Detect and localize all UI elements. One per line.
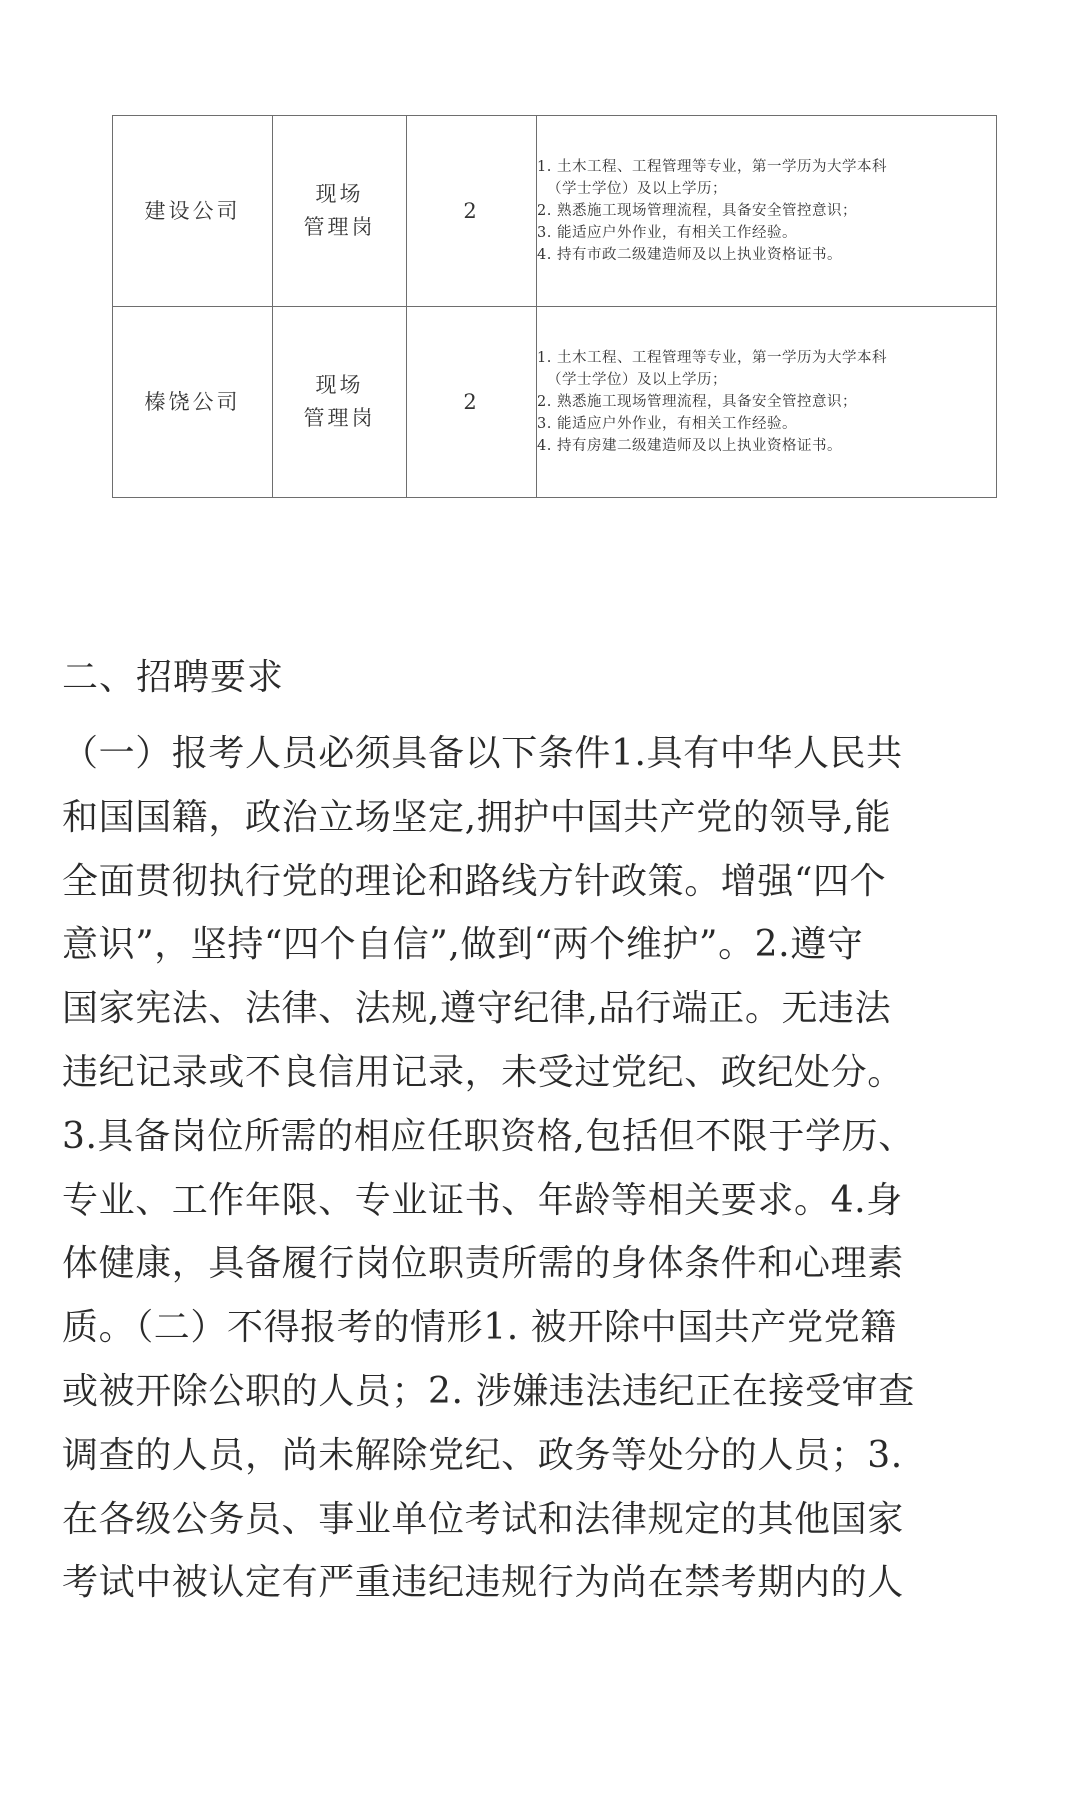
paragraph-line: 调查的人员，尚未解除党纪、政务等处分的人员；3. — [62, 1434, 903, 1476]
paragraph-line: 意识”，坚持“四个自信”,做到“两个维护”。2.遵守 — [62, 924, 864, 966]
requirement-line: 2. 熟悉施工现场管理流程，具备安全管控意识； — [537, 203, 857, 219]
requirement-line: 1. 土木工程、工程管理等专业，第一学历为大学本科 — [537, 159, 887, 175]
requirement-line: 3. 能适应户外作业，有相关工作经验。 — [537, 225, 797, 241]
requirement-line: 4. 持有房建二级建造师及以上执业资格证书。 — [537, 438, 842, 454]
paragraph-line: 3.具备岗位所需的相应任职资格,包括但不限于学历、 — [62, 1115, 915, 1157]
company-name: 建设公司 — [144, 198, 241, 223]
count-cell — [407, 307, 537, 498]
paragraph-line: 考试中被认定有严重违纪违规行为尚在禁考期内的人 — [62, 1562, 904, 1604]
table-row — [113, 116, 997, 307]
requirement-line: （学士学位）及以上学历； — [547, 372, 727, 388]
paragraph-line: 和国国籍，政治立场坚定,拥护中国共产党的领导,能 — [62, 796, 892, 838]
requirement-line: 4. 持有市政二级建造师及以上执业资格证书。 — [537, 247, 842, 263]
section-title: 二、招聘要求 — [62, 657, 285, 698]
requirement-line: （学士学位）及以上学历； — [547, 181, 727, 197]
paragraph-line: 违纪记录或不良信用记录，未受过党纪、政纪处分。 — [62, 1051, 904, 1093]
post-cell — [273, 307, 407, 498]
paragraph-line: 在各级公务员、事业单位考试和法律规定的其他国家 — [62, 1498, 904, 1540]
paragraph-line: （一）报考人员必须具备以下条件1.具有中华人民共 — [62, 733, 903, 774]
requirements-cell — [537, 307, 997, 498]
requirement-line: 1. 土木工程、工程管理等专业，第一学历为大学本科 — [537, 350, 887, 366]
post-cell — [273, 116, 407, 307]
requirements-cell — [537, 116, 997, 307]
count-cell — [407, 116, 537, 307]
company-cell — [113, 307, 273, 498]
company-cell — [113, 116, 273, 307]
post-name-line: 现场 — [315, 373, 364, 397]
requirement-line: 3. 能适应户外作业，有相关工作经验。 — [537, 416, 797, 432]
post-name-line: 管理岗 — [303, 406, 376, 430]
job-table-wrapper — [112, 115, 996, 498]
post-name-line: 管理岗 — [303, 215, 376, 239]
paragraph-line: 国家宪法、法律、法规,遵守纪律,品行端正。无违法 — [62, 988, 892, 1030]
paragraph-line: 专业、工作年限、专业证书、年龄等相关要求。4.身 — [62, 1179, 903, 1221]
post-name-line: 现场 — [315, 182, 364, 206]
recruitment-requirements-section — [62, 650, 1022, 1615]
paragraph-line: 或被开除公职的人员；2. 涉嫌违法违纪正在接受审查 — [62, 1370, 915, 1412]
paragraph-line: 体健康，具备履行岗位职责所需的身体条件和心理素 — [62, 1243, 904, 1285]
job-table — [112, 115, 997, 498]
headcount: 2 — [463, 198, 480, 223]
company-name: 榛饶公司 — [144, 389, 241, 414]
table-row — [113, 307, 997, 498]
headcount: 2 — [463, 389, 480, 414]
paragraph-line: 全面贯彻执行党的理论和路线方针政策。增强“四个 — [62, 860, 887, 902]
requirement-line: 2. 熟悉施工现场管理流程，具备安全管控意识； — [537, 394, 857, 410]
section-paragraph — [62, 722, 1022, 1615]
paragraph-line: 质。（二）不得报考的情形1. 被开除中国共产党党籍 — [62, 1307, 897, 1349]
